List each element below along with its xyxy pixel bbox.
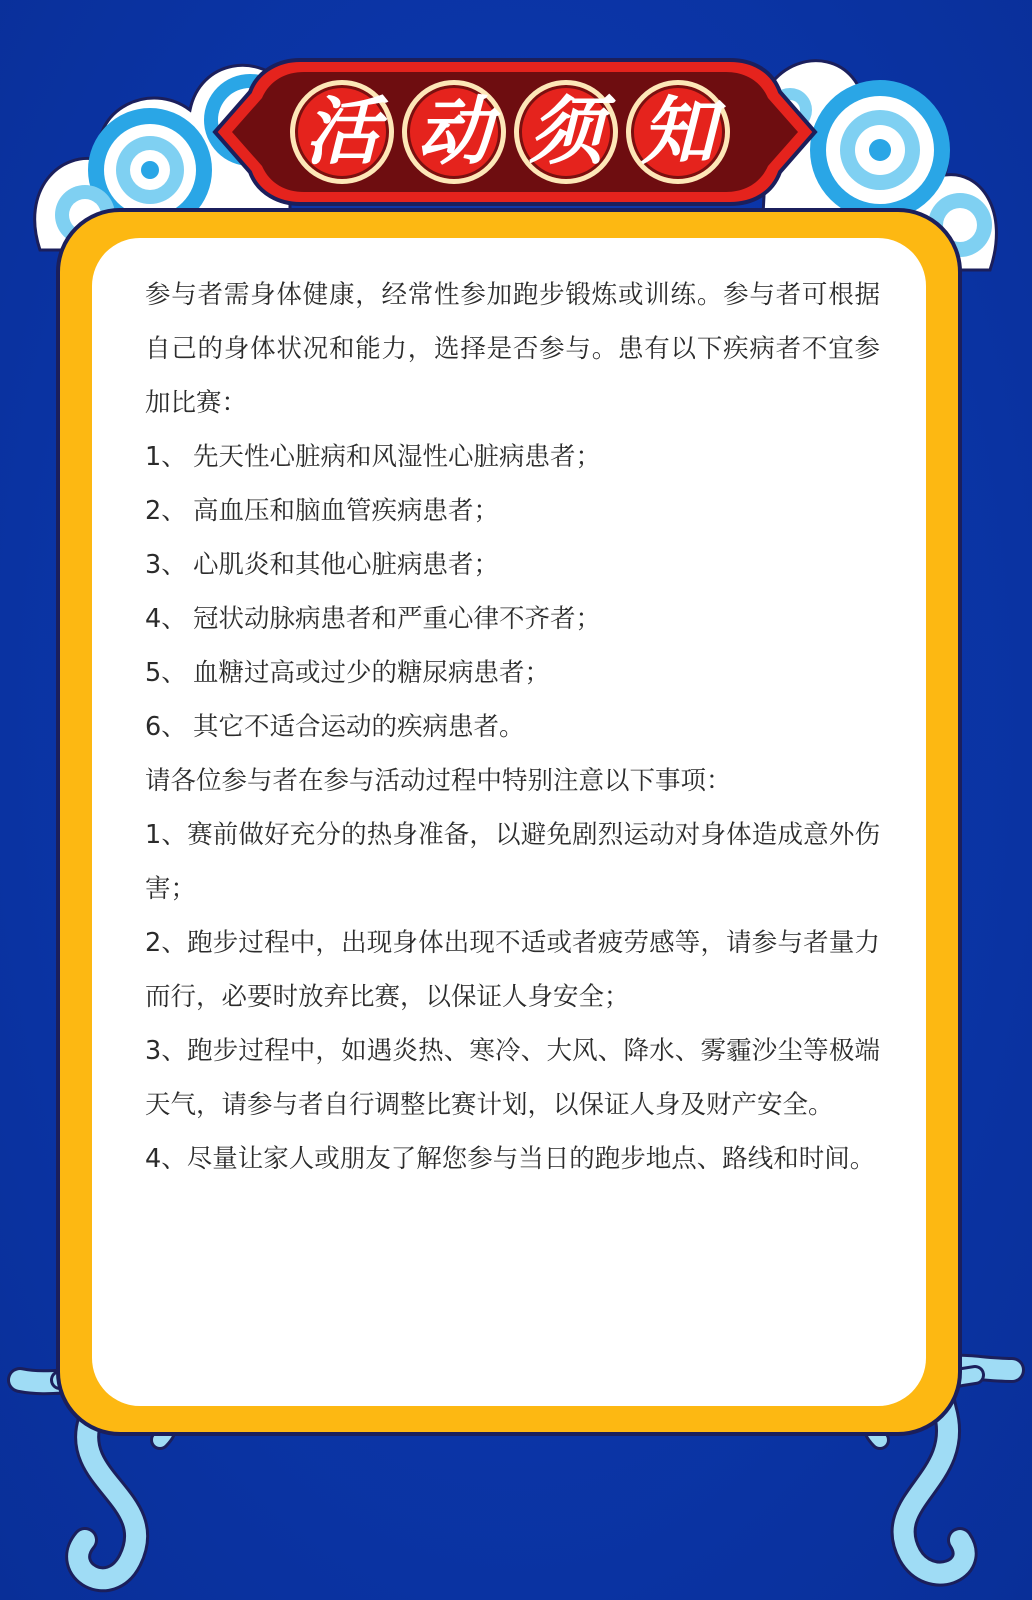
disease-number: 6、 (145, 712, 187, 742)
disease-number: 2、 (145, 496, 187, 526)
disease-item (145, 538, 880, 592)
disease-text: 心肌炎和其他心脏病患者； (193, 550, 500, 580)
disease-text: 高血压和脑血管疾病患者； (193, 496, 500, 526)
disease-item (145, 592, 880, 646)
disease-item (145, 700, 880, 754)
disease-number: 4、 (145, 604, 187, 634)
attention-item: 1、赛前做好充分的热身准备，以避免剧烈运动对身体造成意外伤害； (145, 820, 880, 904)
disease-number: 1、 (145, 442, 187, 472)
disease-text: 先天性心脏病和风湿性心脏病患者； (193, 442, 602, 472)
notice-content (145, 268, 880, 1186)
title-char: 须 (514, 80, 618, 184)
disease-text: 冠状动脉病患者和严重心律不齐者； (193, 604, 602, 634)
attention-heading: 请各位参与者在参与活动过程中特别注意以下事项： (145, 766, 732, 796)
attention-item: 4、尽量让家人或朋友了解您参与当日的跑步地点、路线和时间。 (145, 1144, 876, 1174)
disease-text: 其它不适合运动的疾病患者。 (193, 712, 525, 742)
intro-paragraph: 参与者需身体健康，经常性参加跑步锻炼或训练。参与者可根据自己的身体状况和能力，选择是否参与。患有以下疾病者不宜参加比赛： (145, 280, 880, 418)
title-char: 知 (626, 80, 730, 184)
disease-number: 5、 (145, 658, 187, 688)
disease-text: 血糖过高或过少的糖尿病患者； (193, 658, 551, 688)
disease-number: 3、 (145, 550, 187, 580)
attention-item: 2、跑步过程中，出现身体出现不适或者疲劳感等，请参与者量力而行，必要时放弃比赛，以保证人身安全； (145, 928, 880, 1012)
title-char: 动 (402, 80, 506, 184)
title-char: 活 (290, 80, 394, 184)
disease-item (145, 646, 880, 700)
disease-item (145, 430, 880, 484)
page-title (290, 72, 730, 192)
attention-item: 3、跑步过程中，如遇炎热、寒冷、大风、降水、雾霾沙尘等极端天气，请参与者自行调整比赛计划，以保证人身及财产安全。 (145, 1036, 880, 1120)
disease-item (145, 484, 880, 538)
title-banner (0, 0, 1032, 240)
